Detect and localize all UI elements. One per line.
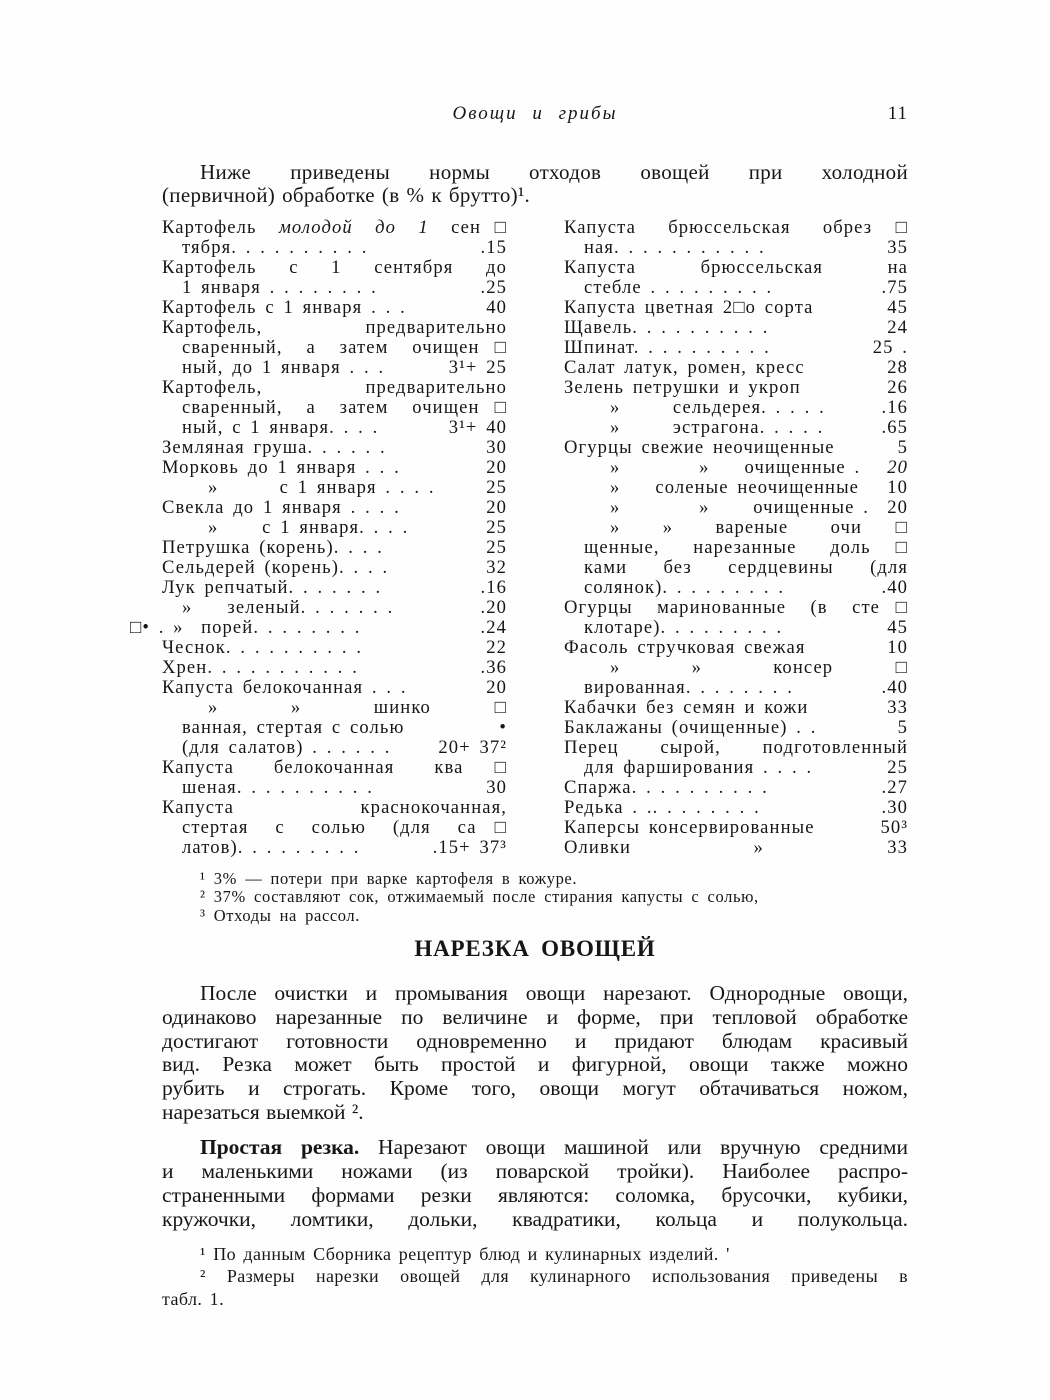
line-text: вированная. . . . . . . . [584, 677, 794, 698]
table-line [162, 238, 507, 258]
line-text: стертая с солью (для са□ [182, 817, 507, 838]
table-left-column [130, 217, 507, 858]
table-line [162, 638, 507, 658]
table-line [162, 758, 507, 778]
line-text: Сельдерей (корень). . . . [162, 557, 389, 578]
line-text: ² Размеры нарезки овощей для кулинарного использования приведены в [200, 1266, 908, 1287]
table-line [162, 738, 507, 758]
table-line [564, 318, 908, 338]
table-line [564, 818, 908, 838]
line-text: шеная. . . . . . . . . . [182, 777, 374, 798]
line-text: (для салатов) . . . . . . [182, 737, 391, 758]
table-line [162, 278, 507, 298]
line-text: Лук репчатый. . . . . . . [162, 577, 382, 598]
table-entry-value: .75 [881, 277, 908, 298]
text-line [162, 1288, 908, 1310]
table-line [564, 478, 908, 498]
text-line [162, 1077, 908, 1101]
line-text: ³ Отходы на рассол. [200, 905, 360, 925]
line-text: Перец сырой, подготовленный [564, 737, 908, 758]
table-line [564, 558, 908, 578]
line-text: Чеснок. . . . . . . . . . [162, 637, 363, 658]
table-line [162, 318, 507, 338]
table-line [162, 478, 507, 498]
table-line [162, 698, 507, 718]
table-entry-value: .65 [881, 417, 908, 438]
table-line [162, 598, 507, 618]
line-text: одинаково нарезанные по величине и форме, при тепловой обработке [162, 1004, 908, 1029]
page-header [162, 103, 908, 129]
line-text: Баклажаны (очищенные) . . [564, 717, 817, 738]
table-line [162, 578, 507, 598]
text-line [162, 907, 908, 925]
table-line [162, 378, 507, 398]
line-text: » сельдерея. . . . . [610, 397, 825, 418]
line-text: » зеленый. . . . . . . [182, 597, 394, 618]
table-entry-value: .40 [881, 677, 908, 698]
intro-paragraph [162, 161, 908, 207]
line-text: тября. . . . . . . . . . [182, 237, 368, 258]
line-text: » » шинко□ [208, 697, 507, 718]
table-entry-value: .30 [881, 797, 908, 818]
line-text: достигают готовности одновременно и придают блюдам красивый [162, 1028, 908, 1053]
line-text: Капуста краснокочанная, [162, 797, 507, 818]
table-line [162, 778, 507, 798]
table-line [564, 738, 908, 758]
line-text: Салат латук, ромен, кресс [564, 357, 805, 378]
text-line [162, 184, 908, 207]
table-entry-value: 28 [887, 357, 908, 378]
table-line [564, 218, 908, 238]
line-text: Огурцы маринованные (в сте□ [564, 597, 908, 618]
line-text: » » консер□ [610, 657, 908, 678]
line-text: Капуста цветная 2□о сорта [564, 297, 814, 318]
table-entry-value: .16 [480, 577, 507, 598]
line-text: табл. 1. [162, 1288, 224, 1309]
line-text: Картофель с 1 января . . . [162, 297, 406, 318]
table-entry-value: .15+ 37³ [432, 837, 507, 858]
waste-norms-table [130, 217, 908, 858]
table-entry-value: 20 [486, 677, 507, 698]
line-text: Капуста белокочанная ква□ [162, 757, 507, 778]
table-entry-value: 26 [887, 377, 908, 398]
line-text: 1 января . . . . . . . . [182, 277, 377, 298]
line-text: Свекла до 1 января . . . . [162, 497, 400, 518]
table-line [162, 398, 507, 418]
table-line [564, 258, 908, 278]
table-line [162, 678, 507, 698]
line-text: Фасоль стручковая свежая [564, 637, 806, 658]
line-text: Картофель, предварительно [162, 377, 507, 398]
line-text: страненными формами резки являются: соломка, брусочки, кубики, [162, 1183, 908, 1207]
table-line [564, 418, 908, 438]
table-entry-value: 22 [486, 637, 507, 658]
table-line [162, 298, 507, 318]
text-line [162, 1183, 908, 1207]
line-text: нарезаться выемкой ². [162, 1099, 364, 1124]
line-text: для фарширования . . . . [584, 757, 813, 778]
text-line [162, 1053, 908, 1077]
table-line [162, 838, 507, 858]
line-text: (первичной) обработке (в % к брутто)¹. [162, 183, 531, 207]
table-entry-value: 35 [887, 237, 908, 258]
table-line [162, 418, 507, 438]
table-entry-value: 24 [887, 317, 908, 338]
scan-artifact: • [499, 717, 507, 738]
text-line [162, 1101, 908, 1125]
line-text: Земляная груша. . . . . . [162, 437, 386, 458]
table-line [564, 698, 908, 718]
section-heading: НАРЕЗКА ОВОЩЕЙ [414, 936, 656, 961]
line-text: » » вареные очи□ [610, 517, 908, 538]
text-line [162, 1207, 908, 1231]
table-line [564, 638, 908, 658]
line-text: Щавель. . . . . . . . . . [564, 317, 769, 338]
line-text: ванная, стертая с солью [182, 717, 405, 738]
line-text: рубить и строгать. Кроме того, овощи могут обтачиваться ножом, [162, 1076, 908, 1101]
table-entry-value: 45 [887, 617, 908, 638]
table-line [162, 558, 507, 578]
running-title: Овощи и грибы [452, 103, 618, 124]
table-line [162, 518, 507, 538]
table-entry-value: 25 [887, 757, 908, 778]
table-line [564, 238, 908, 258]
table-line [564, 298, 908, 318]
table-line [564, 798, 908, 818]
line-text: Картофель молодой до 1 сен□ [162, 217, 507, 238]
line-text: » » очищенные . [610, 457, 861, 478]
table-entry-value: .40 [881, 577, 908, 598]
text-line [162, 1265, 908, 1287]
table-right-column [564, 218, 908, 858]
table-line [162, 498, 507, 518]
text-line [162, 870, 908, 888]
table-entry-value: 5 [897, 437, 908, 458]
line-text: » эстрагона. . . . . [610, 417, 824, 438]
line-text: » с 1 января. . . . [208, 517, 409, 538]
line-text: Кабачки без семян и кожи [564, 697, 809, 718]
line-text: Капуста белокочанная . . . [162, 677, 407, 698]
page-number: 11 [887, 103, 908, 124]
line-text: Петрушка (корень). . . . [162, 537, 384, 558]
line-text: ¹ 3% — потери при варке картофеля в кожуре. [200, 869, 578, 888]
table-entry-value: .16 [881, 397, 908, 418]
line-text: и маленькими ножами (из поварской тройки). Наиболее распро- [162, 1159, 908, 1183]
table-line [162, 338, 507, 358]
table-entry-value: 50³ [880, 817, 908, 838]
line-text: кружочки, ломтики, дольки, квадратики, кольца и полукольца. [162, 1207, 908, 1231]
table-line [564, 358, 908, 378]
table-line [162, 818, 507, 838]
table-line [162, 538, 507, 558]
table-line [564, 578, 908, 598]
table-entry-value: .25 [480, 277, 507, 298]
table-line [564, 518, 908, 538]
paragraph-cutting-intro [162, 982, 908, 1125]
table-line [162, 658, 507, 678]
table-line [162, 258, 507, 278]
table-entry-value: 45 [887, 297, 908, 318]
line-text: Картофель, предварительно [162, 317, 507, 338]
table-line [564, 598, 908, 618]
line-text: » с 1 января . . . . [208, 477, 435, 498]
text-line [162, 1243, 908, 1265]
table-line [162, 358, 507, 378]
line-text: сваренный, а затем очищен□ [182, 397, 507, 418]
text-line [162, 1030, 908, 1054]
table-entry-value: 20 [887, 497, 908, 518]
table-line [130, 618, 507, 638]
table-entry-value: 5 [897, 717, 908, 738]
line-text: Редька . .. . . . . . . . [564, 797, 760, 818]
table-line [564, 458, 908, 478]
text-line [162, 161, 908, 184]
line-text: » » очищенные . [610, 497, 870, 518]
line-text: солянок). . . . . . . . . [584, 577, 785, 598]
table-entry-value: 33 [887, 837, 908, 858]
line-text: ¹ По данным Сборника рецептур блюд и кулинарных изделий. ' [200, 1244, 730, 1264]
table-entry-value: 20 [486, 457, 507, 478]
table-entry-value: .27 [881, 777, 908, 798]
table-entry-value: 20 [486, 497, 507, 518]
table-line [564, 538, 908, 558]
text-line [162, 982, 908, 1006]
table-entry-value: 25 [872, 337, 894, 358]
line-text: Оливки » [564, 837, 764, 858]
line-text: ный, до 1 января . . . [182, 357, 385, 378]
line-text: Хрен. . . . . . . . . . . [162, 657, 359, 678]
text-line [162, 1006, 908, 1030]
table-line [564, 278, 908, 298]
table-line [564, 398, 908, 418]
table-entry-value: 30 [486, 777, 507, 798]
line-text: Капуста брюссельская обрез□ [564, 217, 908, 238]
table-entry-value: 20 [887, 457, 908, 478]
line-text: стебле . . . . . . . . . [584, 277, 773, 298]
line-text: Огурцы свежие неочищенные [564, 437, 835, 458]
table-line [162, 218, 507, 238]
table-line [564, 778, 908, 798]
page-footnotes [162, 1243, 908, 1310]
table-line [162, 718, 507, 738]
table-entry-value: .36 [480, 657, 507, 678]
line-text: щенные, нарезанные доль□ [584, 537, 908, 558]
table-entry-value: 30 [486, 437, 507, 458]
line-text: вид. Резка может быть простой и фигурной, овощи также можно [162, 1052, 908, 1077]
table-entry-value: 40 [486, 297, 507, 318]
line-text: ный, с 1 января. . . . [182, 417, 379, 438]
table-entry-value: 3¹+ 40 [448, 417, 507, 438]
line-text: » соленые неочищенные [610, 477, 860, 498]
line-text: Зелень петрушки и укроп [564, 377, 801, 398]
table-line [564, 758, 908, 778]
line-text: ная. . . . . . . . . . . [584, 237, 765, 258]
line-text: После очистки и промывания овощи нарезают. Однородные овощи, [200, 981, 908, 1005]
table-line [564, 498, 908, 518]
table-entry-value: .15 [480, 237, 507, 258]
table-entry-value: .24 [480, 617, 507, 638]
table-line [162, 798, 507, 818]
text-line [162, 1159, 908, 1183]
table-entry-value: 3¹+ 25 [448, 357, 507, 378]
table-entry-value: 33 [887, 697, 908, 718]
line-text: сваренный, а затем очищен□ [182, 337, 507, 358]
table-entry-value: 10 [887, 637, 908, 658]
line-text: Простая резка. Нарезают овощи машиной или вручную средними [200, 1135, 908, 1159]
paragraph-simple-cutting [162, 1135, 908, 1231]
line-text: Спаржа. . . . . . . . . . [564, 777, 768, 798]
line-text: ² 37% составляют сок, отжимаемый после стирания капусты с солью, [200, 887, 759, 907]
table-line [564, 678, 908, 698]
line-text: латов). . . . . . . . . [182, 837, 360, 858]
line-text: клотаре). . . . . . . . . [584, 617, 783, 638]
table-entry-value: 20+ 37² [438, 737, 507, 758]
line-text: Ниже приведены нормы отходов овощей при холодной [200, 160, 908, 184]
table-line [564, 838, 908, 858]
line-text: Картофель с 1 сентября до [162, 257, 507, 278]
scan-artifact: . [893, 337, 908, 358]
line-text: □• . » порей. . . . . . . . [130, 617, 361, 638]
table-line [564, 338, 908, 358]
table-line [564, 378, 908, 398]
table-footnotes [162, 870, 908, 925]
table-entry-value: 25 [486, 517, 507, 538]
line-text: Шпинат. . . . . . . . . . [564, 337, 770, 358]
table-entry-value: 10 [887, 477, 908, 498]
table-line [564, 618, 908, 638]
line-text: Каперсы консервированные [564, 817, 815, 838]
table-entry-value: 32 [486, 557, 507, 578]
table-entry-value: 25 [486, 477, 507, 498]
table-entry-value: 25 [486, 537, 507, 558]
table-line [162, 458, 507, 478]
text-line [162, 888, 908, 906]
line-text: ками без сердцевины (для [584, 557, 908, 578]
line-text: Капуста брюссельская на [564, 257, 908, 278]
table-entry-value: .20 [480, 597, 507, 618]
text-line [162, 1135, 908, 1159]
table-line [564, 718, 908, 738]
table-line [162, 438, 507, 458]
table-line [564, 438, 908, 458]
line-text: Морковь до 1 января . . . [162, 457, 400, 478]
table-line [564, 658, 908, 678]
